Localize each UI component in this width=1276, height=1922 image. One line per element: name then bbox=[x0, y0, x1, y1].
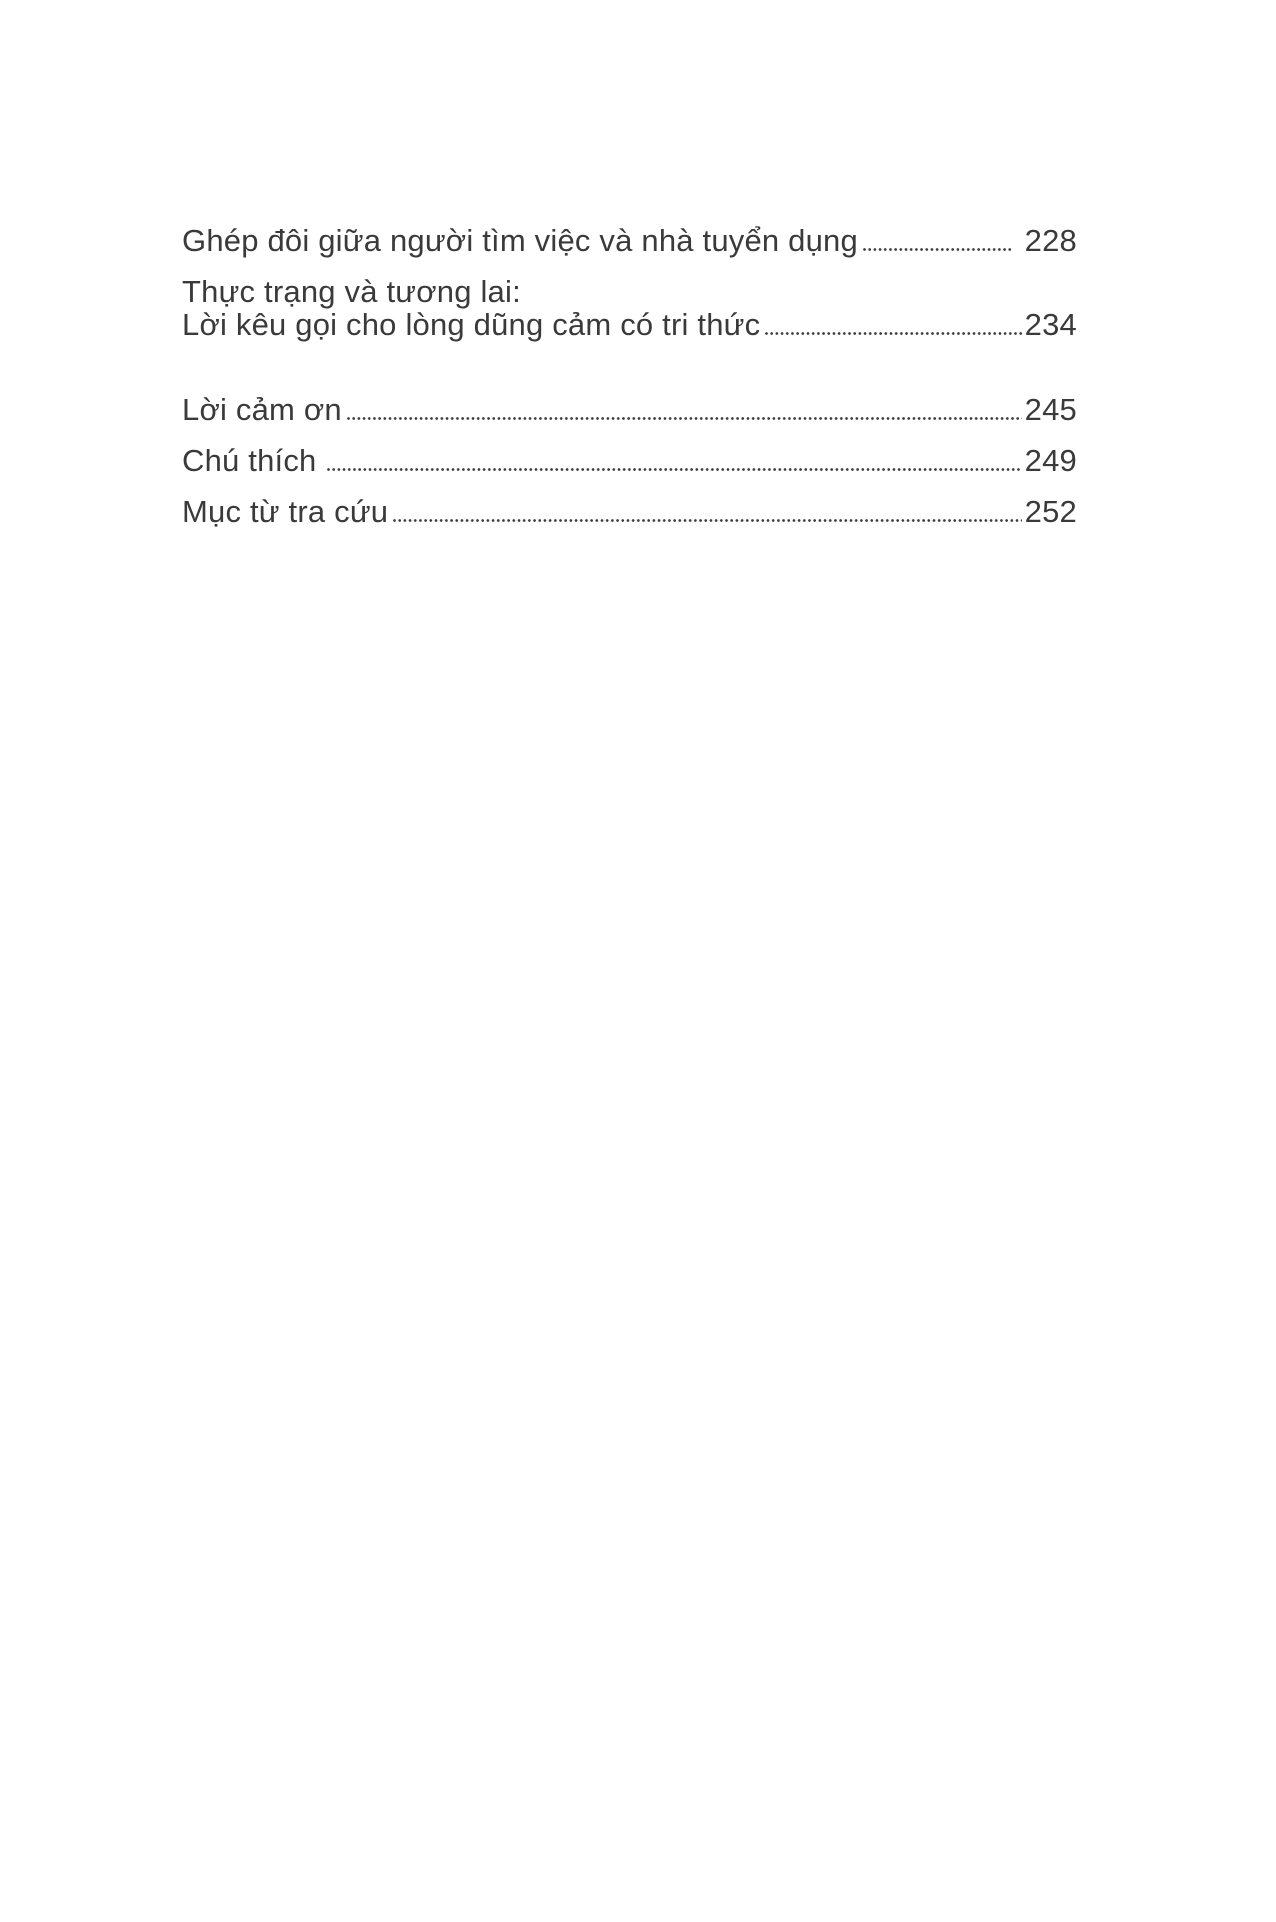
toc-page-number: 249 bbox=[1024, 443, 1077, 478]
toc-page-number: 245 bbox=[1024, 392, 1077, 427]
toc-entry bbox=[182, 275, 1077, 341]
toc-entry-title-line2: Lời kêu gọi cho lòng dũng cảm có tri thức bbox=[182, 307, 761, 342]
dot-leader bbox=[327, 468, 1022, 471]
dot-leader bbox=[863, 248, 1013, 251]
toc-page-number: 234 bbox=[1024, 307, 1077, 342]
toc-entry-title: Chú thích bbox=[182, 443, 317, 478]
dot-leader bbox=[765, 332, 1021, 335]
table-of-contents bbox=[182, 224, 1077, 546]
toc-page-number: 252 bbox=[1024, 494, 1077, 529]
toc-entry-title-line1: Thực trạng và tương lai: bbox=[182, 274, 521, 309]
toc-entry-title: Ghép đôi giữa người tìm việc và nhà tuyển dụng bbox=[182, 223, 858, 258]
toc-page-number: 228 bbox=[1024, 223, 1077, 258]
toc-entry-title: Lời cảm ơn bbox=[182, 392, 342, 427]
toc-entry bbox=[182, 224, 1077, 258]
dot-leader bbox=[393, 519, 1021, 522]
toc-entry bbox=[182, 444, 1077, 478]
toc-entry bbox=[182, 495, 1077, 529]
toc-entry bbox=[182, 393, 1077, 427]
toc-entry-title: Mục từ tra cứu bbox=[182, 494, 389, 529]
dot-leader bbox=[347, 417, 1022, 420]
